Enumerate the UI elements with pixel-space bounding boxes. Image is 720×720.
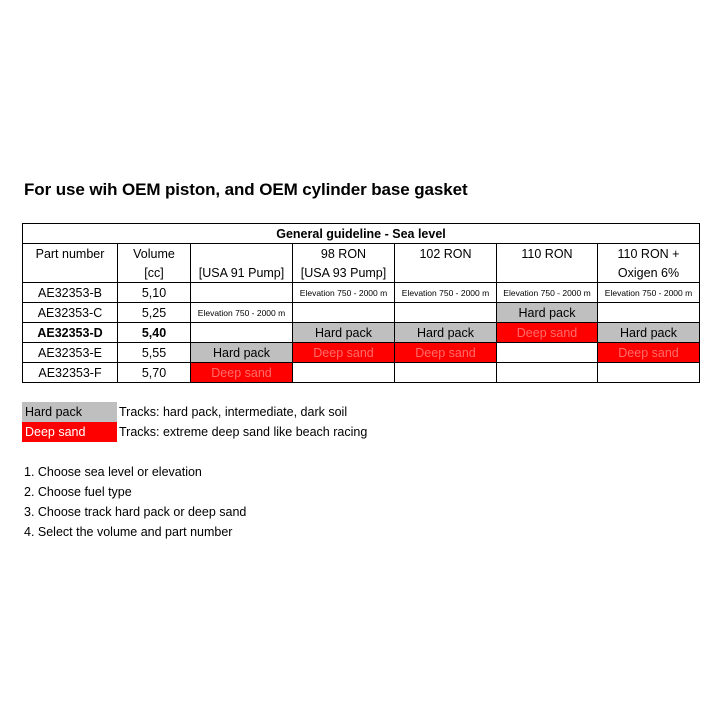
header-oxygen: Oxigen 6% bbox=[598, 263, 700, 283]
header-part-number-sub bbox=[23, 263, 118, 283]
legend bbox=[22, 402, 367, 442]
part-cell: AE32353-E bbox=[23, 343, 118, 363]
fuel-cell: Elevation 750 - 2000 m bbox=[191, 303, 293, 323]
step-item: 1. Choose sea level or elevation bbox=[24, 465, 202, 479]
fuel-cell: Elevation 750 - 2000 m bbox=[497, 283, 598, 303]
header-fuel-110ron: 110 RON bbox=[497, 244, 598, 264]
fuel-cell bbox=[191, 283, 293, 303]
fuel-cell: Elevation 750 - 2000 m bbox=[598, 283, 700, 303]
header-fuel-102ron: 102 RON bbox=[395, 244, 497, 264]
fuel-cell bbox=[598, 363, 700, 383]
fuel-cell-deep-sand: Deep sand bbox=[191, 363, 293, 383]
header-usa91: [USA 91 Pump] bbox=[191, 263, 293, 283]
fuel-cell-hard-pack: Hard pack bbox=[293, 323, 395, 343]
part-cell: AE32353-C bbox=[23, 303, 118, 323]
fuel-cell-deep-sand: Deep sand bbox=[395, 343, 497, 363]
step-item: 4. Select the volume and part number bbox=[24, 525, 233, 539]
part-cell: AE32353-B bbox=[23, 283, 118, 303]
fuel-cell-hard-pack: Hard pack bbox=[395, 323, 497, 343]
fuel-cell-hard-pack: Hard pack bbox=[191, 343, 293, 363]
header-usa93: [USA 93 Pump] bbox=[293, 263, 395, 283]
fuel-cell-hard-pack: Hard pack bbox=[598, 323, 700, 343]
legend-row-hard-pack bbox=[22, 402, 367, 422]
header-fuel-98ron: 98 RON bbox=[293, 244, 395, 264]
instruction-steps bbox=[24, 462, 246, 542]
fuel-cell bbox=[293, 303, 395, 323]
fuel-cell bbox=[395, 303, 497, 323]
header-fuel-110ron-plus: 110 RON + bbox=[598, 244, 700, 264]
legend-row-deep-sand bbox=[22, 422, 367, 442]
legend-text-hard-pack: Tracks: hard pack, intermediate, dark soil bbox=[119, 405, 348, 419]
volume-cell: 5,25 bbox=[118, 303, 191, 323]
legend-text-deep-sand: Tracks: extreme deep sand like beach racing bbox=[119, 425, 368, 439]
fuel-cell bbox=[598, 303, 700, 323]
volume-cell: 5,40 bbox=[118, 323, 191, 343]
fuel-cell bbox=[395, 363, 497, 383]
table-row bbox=[23, 363, 700, 383]
table-row bbox=[23, 323, 700, 343]
volume-cell: 5,55 bbox=[118, 343, 191, 363]
header-part-number: Part number bbox=[23, 244, 118, 264]
header-110ron-sub bbox=[497, 263, 598, 283]
part-cell: AE32353-F bbox=[23, 363, 118, 383]
legend-swatch-hard-pack: Hard pack bbox=[22, 402, 117, 422]
fuel-cell: Elevation 750 - 2000 m bbox=[293, 283, 395, 303]
table-row bbox=[23, 303, 700, 323]
header-volume-unit: [cc] bbox=[118, 263, 191, 283]
header-volume: Volume bbox=[118, 244, 191, 264]
header-102ron-sub bbox=[395, 263, 497, 283]
page-title: For use wih OEM piston, and OEM cylinder base gasket bbox=[24, 180, 468, 199]
step-item: 2. Choose fuel type bbox=[24, 485, 132, 499]
fuel-cell bbox=[497, 363, 598, 383]
fuel-cell: Elevation 750 - 2000 m bbox=[395, 283, 497, 303]
table-row bbox=[23, 283, 700, 303]
table-row bbox=[23, 343, 700, 363]
fuel-cell-hard-pack: Hard pack bbox=[497, 303, 598, 323]
fuel-cell-deep-sand: Deep sand bbox=[293, 343, 395, 363]
fuel-cell bbox=[497, 343, 598, 363]
fuel-cell-deep-sand: Deep sand bbox=[497, 323, 598, 343]
part-cell: AE32353-D bbox=[23, 323, 118, 343]
table-heading: General guideline - Sea level bbox=[23, 224, 700, 244]
legend-swatch-deep-sand: Deep sand bbox=[22, 422, 117, 442]
step-item: 3. Choose track hard pack or deep sand bbox=[24, 505, 247, 519]
fuel-cell bbox=[191, 323, 293, 343]
fuel-cell-deep-sand: Deep sand bbox=[598, 343, 700, 363]
guideline-table bbox=[22, 223, 700, 383]
fuel-cell bbox=[293, 363, 395, 383]
volume-cell: 5,70 bbox=[118, 363, 191, 383]
header-fuel-1 bbox=[191, 244, 293, 264]
volume-cell: 5,10 bbox=[118, 283, 191, 303]
